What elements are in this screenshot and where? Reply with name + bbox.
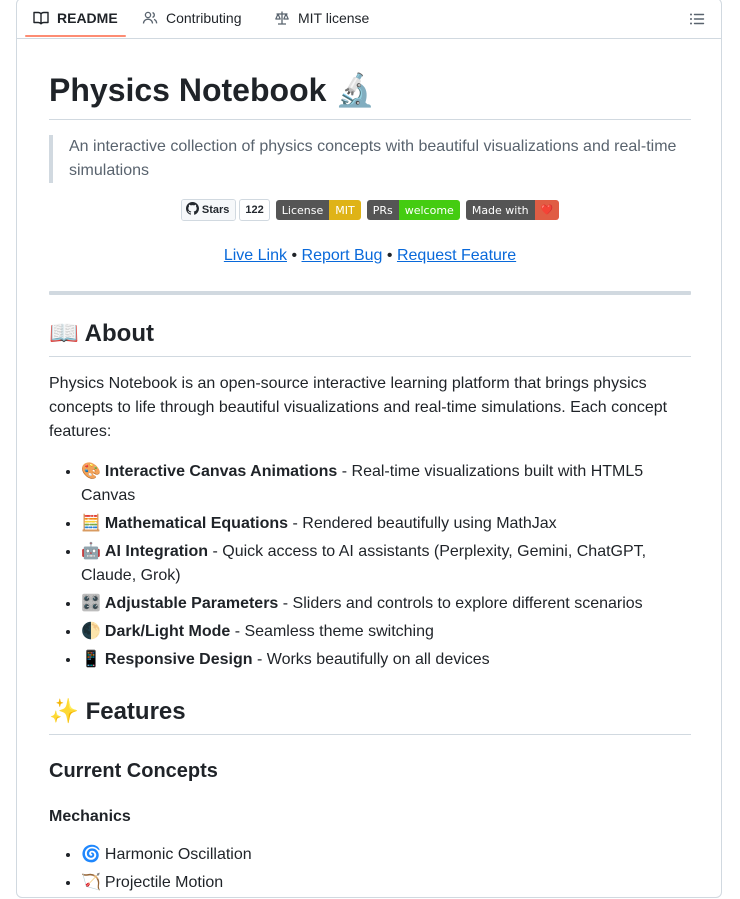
list-item: [81, 540, 691, 588]
about-feature-list: [49, 460, 691, 676]
list-unordered-icon[interactable]: [687, 9, 707, 29]
github-stars-badge[interactable]: [181, 199, 270, 221]
heart-icon: ❤️: [535, 200, 559, 220]
readme-tab-bar: [17, 0, 721, 39]
book-icon: [33, 10, 49, 26]
license-badge[interactable]: [276, 200, 361, 220]
tab-license[interactable]: [274, 0, 369, 37]
list-item-title: AI Integration: [104, 543, 209, 560]
list-item-text: - Seamless theme switching: [230, 623, 434, 640]
active-tab-indicator: [25, 35, 126, 37]
half-moon-icon: 🌓: [81, 623, 101, 640]
live-link[interactable]: Live Link: [223, 247, 287, 264]
list-item: [81, 620, 691, 644]
tab-readme[interactable]: [33, 0, 118, 37]
law-icon: [274, 10, 290, 26]
link-separator: •: [291, 247, 298, 264]
people-icon: [142, 10, 158, 26]
list-item: [81, 512, 691, 536]
concept-label: Harmonic Oscillation: [104, 846, 252, 863]
request-feature-link[interactable]: Request Feature: [396, 247, 517, 264]
link-separator: •: [386, 247, 393, 264]
features-divider: [49, 734, 691, 735]
list-item-text: - Works beautifully on all devices: [252, 651, 490, 668]
features-heading: [49, 697, 186, 727]
palette-icon: 🎨: [81, 463, 101, 480]
list-item: [81, 648, 691, 672]
stars-label: Stars: [201, 204, 230, 216]
tab-contributing-label: Contributing: [166, 10, 242, 26]
list-item: [81, 843, 691, 867]
abacus-icon: 🧮: [81, 515, 101, 532]
control-knobs-icon: 🎛️: [81, 595, 101, 612]
sparkles-icon: ✨: [49, 698, 79, 725]
made-with-badge-key: Made with: [466, 200, 535, 220]
bow-and-arrow-icon: 🏹: [81, 874, 101, 891]
list-item-title: Mathematical Equations: [104, 515, 289, 532]
license-badge-value: MIT: [329, 200, 360, 220]
open-book-icon: 📖: [49, 320, 79, 347]
concept-label: Projectile Motion: [104, 874, 224, 891]
title-divider: [49, 119, 691, 120]
robot-icon: 🤖: [81, 543, 101, 560]
title-text: Physics Notebook: [49, 72, 327, 108]
prs-badge[interactable]: [367, 200, 460, 220]
report-bug-link[interactable]: Report Bug: [301, 247, 383, 264]
about-heading: [49, 319, 154, 349]
features-heading-text: Features: [85, 698, 186, 725]
about-heading-text: About: [84, 320, 154, 347]
list-item: [81, 460, 691, 508]
project-links: [49, 244, 691, 268]
mechanics-heading: Mechanics: [49, 808, 131, 825]
list-item-title: Adjustable Parameters: [104, 595, 279, 612]
about-divider: [49, 356, 691, 357]
list-item-text: - Real-time visualizations built with HTML5 Canvas: [81, 463, 644, 504]
mechanics-concept-list: [49, 843, 691, 899]
cyclone-icon: 🌀: [81, 846, 101, 863]
prs-badge-key: PRs: [367, 200, 399, 220]
readme-panel: [16, 0, 722, 898]
list-item-title: Interactive Canvas Animations: [104, 463, 338, 480]
list-item-text: - Rendered beautifully using MathJax: [288, 515, 557, 532]
section-divider: [49, 291, 691, 295]
tab-contributing[interactable]: [142, 0, 242, 37]
tab-readme-label: README: [57, 10, 118, 26]
license-badge-key: License: [276, 200, 329, 220]
page-title: [49, 70, 375, 110]
list-item-text: - Sliders and controls to explore different scenarios: [278, 595, 643, 612]
badge-row: [49, 199, 691, 221]
made-with-badge[interactable]: [466, 200, 559, 220]
prs-badge-value: welcome: [399, 200, 460, 220]
list-item: [81, 592, 691, 616]
about-intro: Physics Notebook is an open-source interactive learning platform that brings physics concepts to life through beautiful visualizations and real-time simulations. Each concept features:: [49, 375, 668, 440]
microscope-icon: 🔬: [335, 72, 376, 108]
list-item: [81, 871, 691, 895]
tab-license-label: MIT license: [298, 10, 370, 26]
list-item-text: - Quick access to AI assistants (Perplexity, Gemini, ChatGPT, Claude, Grok): [81, 543, 647, 584]
stars-count: 122: [239, 199, 269, 221]
mobile-phone-icon: 📱: [81, 651, 101, 668]
list-item-title: Dark/Light Mode: [104, 623, 231, 640]
current-concepts-heading: Current Concepts: [49, 760, 218, 782]
tagline-blockquote: An interactive collection of physics concepts with beautiful visualizations and real-time simulations: [49, 135, 679, 183]
list-item-title: Responsive Design: [104, 651, 253, 668]
github-icon: [186, 202, 199, 218]
